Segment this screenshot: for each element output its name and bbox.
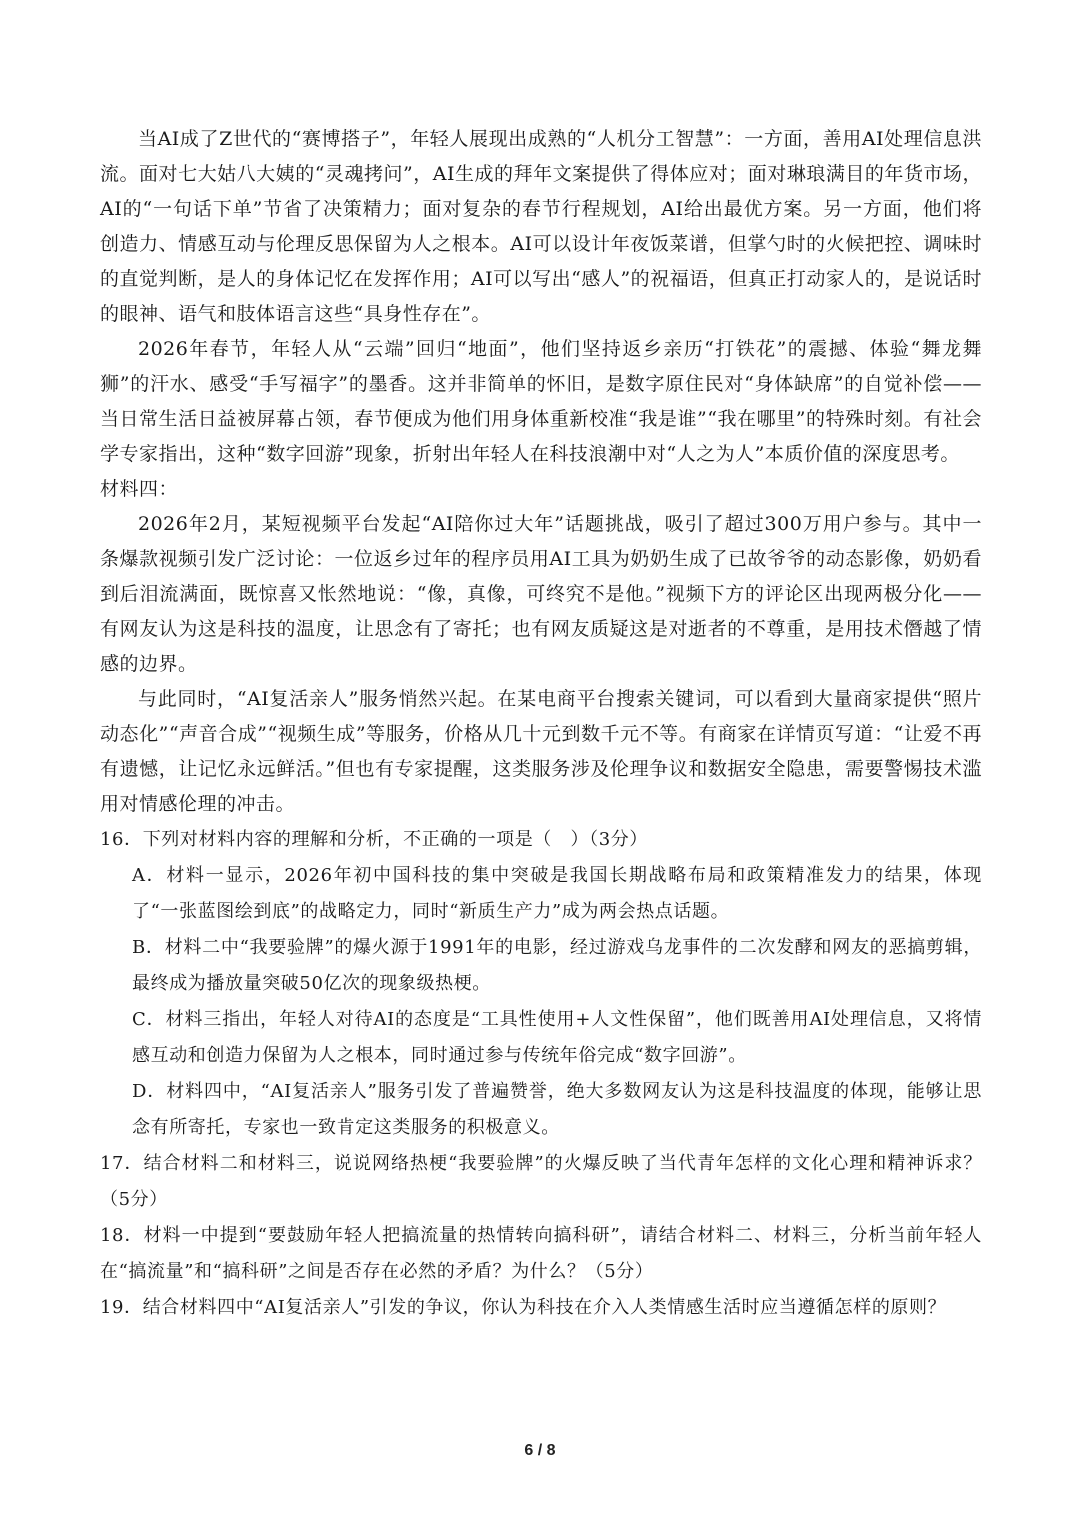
question-17: 17．结合材料二和材料三，说说网络热梗“我要验牌”的火爆反映了当代青年怎样的文化心理和精神诉求？（5分） — [100, 1153, 982, 1210]
question-19: 19．结合材料四中“AI复活亲人”引发的争议，你认为科技在介入人类情感生活时应当遵循怎样的原则？ — [100, 1297, 947, 1318]
question-16-stem: 16．下列对材料内容的理解和分析，不正确的一项是（ ）（3分） — [100, 829, 648, 850]
question-18: 18．材料一中提到“要鼓励年轻人把搞流量的热情转向搞科研”，请结合材料二、材料三，分析当前年轻人在“搞流量”和“搞科研”之间是否存在必然的矛盾？为什么？（5分） — [100, 1225, 982, 1282]
page-number: 6 / 8 — [524, 1442, 556, 1459]
material4-paragraph-1: 2026年2月，某短视频平台发起“AI陪你过大年”话题挑战，吸引了超过300万用户参与。其中一条爆款视频引发广泛讨论：一位返乡过年的程序员用AI工具为奶奶生成了已故爷爷的动态影像，奶奶看到后泪流满面，既惊喜又怅然地说：“像，真像，可终究不是他。”视频下方的评论区出现两极分化——有网友认为这是科技的温度，让思念有了寄托；也有网友质疑这是对逝者的不尊重，是用技术僭越了情感的边界。 — [100, 513, 982, 675]
material4-heading: 材料四： — [100, 478, 179, 500]
material4-paragraph-2: 与此同时，“AI复活亲人”服务悄然兴起。在某电商平台搜索关键词，可以看到大量商家提供“照片动态化”“声音合成”“视频生成”等服务，价格从几十元到数千元不等。有商家在详情页写道：“让爱不再有遗憾，让记忆永远鲜活。”但也有专家提醒，这类服务涉及伦理争议和数据安全隐患，需要警惕技术滥用对情感伦理的冲击。 — [100, 688, 982, 815]
question-16-option-b: B．材料二中“我要验牌”的爆火源于1991年的电影，经过游戏乌龙事件的二次发酵和网友的恶搞剪辑，最终成为播放量突破50亿次的现象级热梗。 — [132, 937, 982, 994]
material3-paragraph-2: 2026年春节，年轻人从“云端”回归“地面”，他们坚持返乡亲历“打铁花”的震撼、体验“舞龙舞狮”的汗水、感受“手写福字”的墨香。这并非简单的怀旧，是数字原住民对“身体缺席”的自觉补偿——当日常生活日益被屏幕占领，春节便成为他们用身体重新校准“我是谁”“我在哪里”的特殊时刻。有社会学专家指出，这种“数字回游”现象，折射出年轻人在科技浪潮中对“人之为人”本质价值的深度思考。 — [100, 338, 982, 465]
material3-paragraph-1: 当AI成了Z世代的“赛博搭子”，年轻人展现出成熟的“人机分工智慧”：一方面，善用AI处理信息洪流。面对七大姑八大姨的“灵魂拷问”，AI生成的拜年文案提供了得体应对；面对琳琅满目的年货市场，AI的“一句话下单”节省了决策精力；面对复杂的春节行程规划，AI给出最优方案。另一方面，他们将创造力、情感互动与伦理反思保留为人之根本。AI可以设计年夜饭菜谱，但掌勺时的火候把控、调味时的直觉判断，是人的身体记忆在发挥作用；AI可以写出“感人”的祝福语，但真正打动家人的，是说话时的眼神、语气和肢体语言这些“具身性存在”。 — [100, 128, 982, 325]
question-16-option-c: C．材料三指出，年轻人对待AI的态度是“工具性使用+人文性保留”，他们既善用AI处理信息，又将情感互动和创造力保留为人之根本，同时通过参与传统年俗完成“数字回游”。 — [132, 1009, 982, 1066]
question-16-option-d: D．材料四中，“AI复活亲人”服务引发了普遍赞誉，绝大多数网友认为这是科技温度的体现，能够让思念有所寄托，专家也一致肯定这类服务的积极意义。 — [132, 1081, 982, 1138]
question-16-option-a: A．材料一显示，2026年初中国科技的集中突破是我国长期战略布局和政策精准发力的结果，体现了“一张蓝图绘到底”的战略定力，同时“新质生产力”成为两会热点话题。 — [132, 865, 982, 922]
exam-page-content — [100, 122, 982, 1326]
